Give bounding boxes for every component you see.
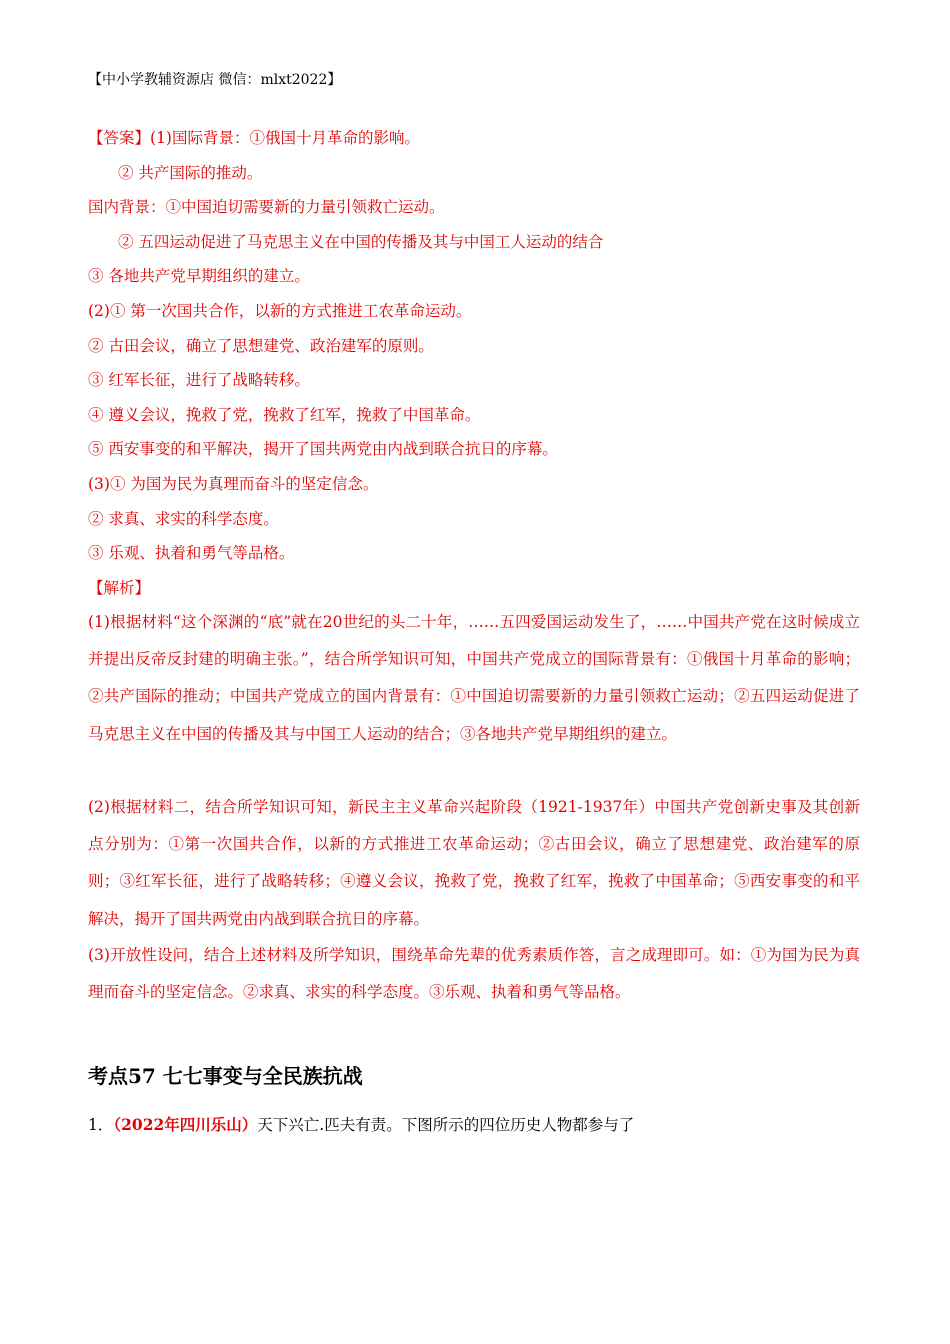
- answer-line: 【答案】(1)国际背景：①俄国十月革命的影响。: [88, 129, 420, 147]
- answer-line: ② 古田会议，确立了思想建党、政治建军的原则。: [88, 337, 434, 355]
- header-watermark: 【中小学教辅资源店 微信：mlxt2022】: [88, 72, 342, 88]
- analysis-paragraph-3: (3)开放性设问，结合上述材料及所学知识，围绕革命先辈的优秀素质作答，言之成理即可。如：①为国为民为真理而奋斗的坚定信念。②求真、求实的科学态度。③乐观、执着和勇气等品格。: [88, 946, 860, 1002]
- question-source: （2022年四川乐山）: [113, 1115, 258, 1134]
- analysis-paragraph-2: (2)根据材料二，结合所学知识可知，新民主主义革命兴起阶段（1921-1937年）中国共产党创新史事及其创新点分别为：①第一次国共合作，以新的方式推进工农革命运动；②古田会议，确立了思想建党、政治建军的原则；③红军长征，进行了战略转移；④遵义会议，挽救了党，挽救了红军，挽救了中国革命；⑤西安事变的和平解决，揭开了国共两党由内战到联合抗日的序幕。: [88, 798, 860, 928]
- section-title: 考点57 七七事变与全民族抗战: [88, 1064, 363, 1088]
- answer-line: (2)① 第一次国共合作，以新的方式推进工农革命运动。: [88, 302, 472, 320]
- answer-line: ② 求真、求实的科学态度。: [88, 510, 279, 528]
- answer-line: ③ 乐观、执着和勇气等品格。: [88, 544, 295, 562]
- question-text: 天下兴亡.匹夫有责。下图所示的四位历史人物都参与了: [257, 1116, 635, 1134]
- answer-line: ② 共产国际的推动。: [118, 164, 263, 182]
- answer-line: (3)① 为国为民为真理而奋斗的坚定信念。: [88, 475, 379, 493]
- answer-label: 【答案】: [88, 129, 151, 147]
- answer-line: ③ 红军长征，进行了战略转移。: [88, 371, 310, 389]
- question-number: 1．: [88, 1116, 114, 1134]
- answer-line: 国内背景：①中国迫切需要新的力量引领救亡运动。: [88, 198, 445, 216]
- question-1: [88, 1113, 634, 1135]
- answer-line: ② 五四运动促进了马克思主义在中国的传播及其与中国工人运动的结合: [118, 233, 604, 251]
- analysis-paragraph-1: (1)根据材料“这个深渊的“底”就在20世纪的头二十年，……五四爱国运动发生了，……中国共产党在这时候成立并提出反帝反封建的明确主张。”，结合所学知识可知，中国共产党成立的国际背景有：①俄国十月革命的影响；②共产国际的推动；中国共产党成立的国内背景有：①中国迫切需要新的力量引领救亡运动；②五四运动促进了马克思主义在中国的传播及其与中国工人运动的结合；③各地共产党早期组织的建立。: [88, 613, 860, 743]
- answer-line: ③ 各地共产党早期组织的建立。: [88, 267, 310, 285]
- answer-line: ④ 遵义会议，挽救了党，挽救了红军，挽救了中国革命。: [88, 406, 481, 424]
- analysis-label: 【解析】: [88, 579, 151, 597]
- answer-line: ⑤ 西安事变的和平解决，揭开了国共两党由内战到联合抗日的序幕。: [88, 440, 558, 458]
